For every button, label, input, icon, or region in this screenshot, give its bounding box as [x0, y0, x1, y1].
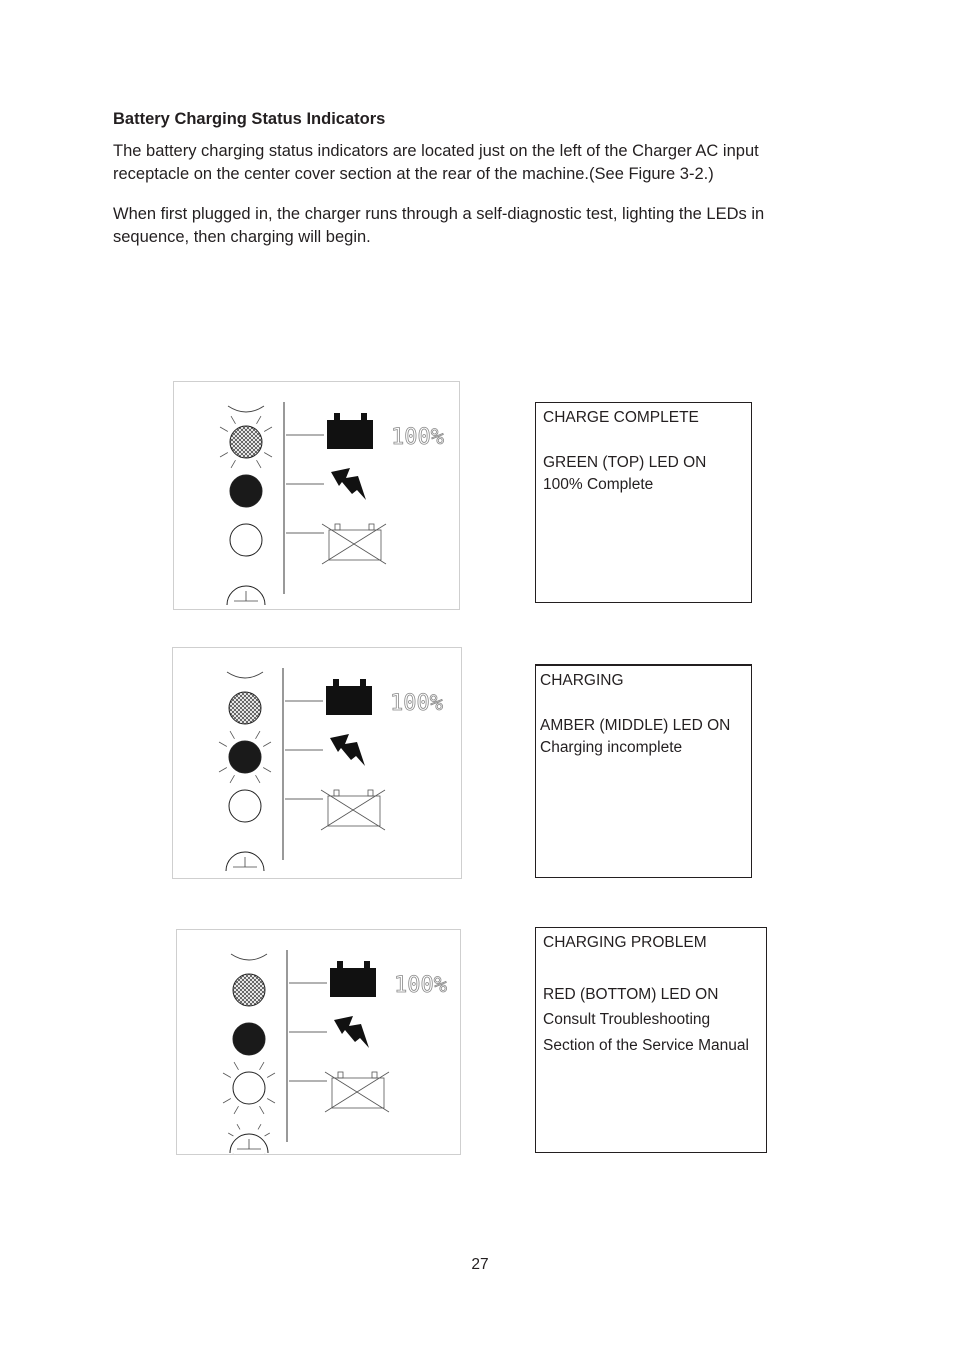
percent-label: 100%: [391, 425, 444, 450]
status-line: Section of the Service Manual: [543, 1037, 749, 1054]
lightning-bolt-icon: [334, 1016, 369, 1048]
led-top-icon: [233, 974, 265, 1006]
led-housing-top: [227, 672, 263, 678]
led-diagram: [177, 930, 460, 1154]
status-box-charging-problem: [535, 927, 767, 1153]
status-title: CHARGING PROBLEM: [543, 934, 707, 951]
diagnostic-paragraph: When first plugged in, the charger runs through a self-diagnostic test, lighting the LEDs in sequence, then charging will begin.: [113, 205, 765, 246]
led-diagram: [174, 382, 459, 609]
led-top-icon: [230, 426, 262, 458]
indicator-figure-charging: [172, 647, 462, 879]
percent-label: 100%: [390, 691, 443, 716]
status-line: RED (BOTTOM) LED ON: [543, 986, 719, 1003]
status-box-charge-complete: [535, 402, 752, 603]
battery-crossed-icon: [322, 524, 386, 564]
status-title: CHARGE COMPLETE: [543, 409, 699, 426]
status-line: Consult Troubleshooting: [543, 1011, 711, 1028]
status-line: Charging incomplete: [540, 739, 683, 756]
led-top-icon: [229, 692, 261, 724]
section-heading: Battery Charging Status Indicators: [113, 110, 386, 128]
battery-crossed-icon: [325, 1072, 389, 1112]
lightning-bolt-icon: [330, 734, 365, 766]
led-bottom-icon: [230, 524, 262, 556]
status-line: GREEN (TOP) LED ON: [543, 454, 707, 471]
battery-full-icon: [330, 961, 376, 997]
status-line: AMBER (MIDDLE) LED ON: [540, 717, 731, 734]
battery-full-icon: [327, 413, 373, 449]
led-middle-icon: [233, 1023, 265, 1055]
status-title: CHARGING: [540, 672, 624, 689]
indicator-figure-charging-problem: [176, 929, 461, 1155]
battery-full-icon: [326, 679, 372, 715]
led-bottom-icon: [233, 1072, 265, 1104]
indicator-figure-charge-complete: [173, 381, 460, 610]
status-line: 100% Complete: [543, 476, 654, 493]
percent-label: 100%: [394, 973, 447, 998]
status-box-charging: [535, 664, 752, 878]
led-housing-top: [231, 954, 267, 960]
led-middle-icon: [230, 475, 262, 507]
page-number: 27: [471, 1256, 489, 1273]
led-diagram: [173, 648, 461, 878]
lightning-bolt-icon: [331, 468, 366, 500]
led-bottom-icon: [229, 790, 261, 822]
led-housing-top: [228, 406, 264, 412]
intro-paragraph: The battery charging status indicators are located just on the left of the Charger AC input receptacle on the center cover section at the rear of the machine.(See Figure 3-2.): [113, 142, 759, 183]
battery-crossed-icon: [321, 790, 385, 830]
led-middle-icon: [229, 741, 261, 773]
